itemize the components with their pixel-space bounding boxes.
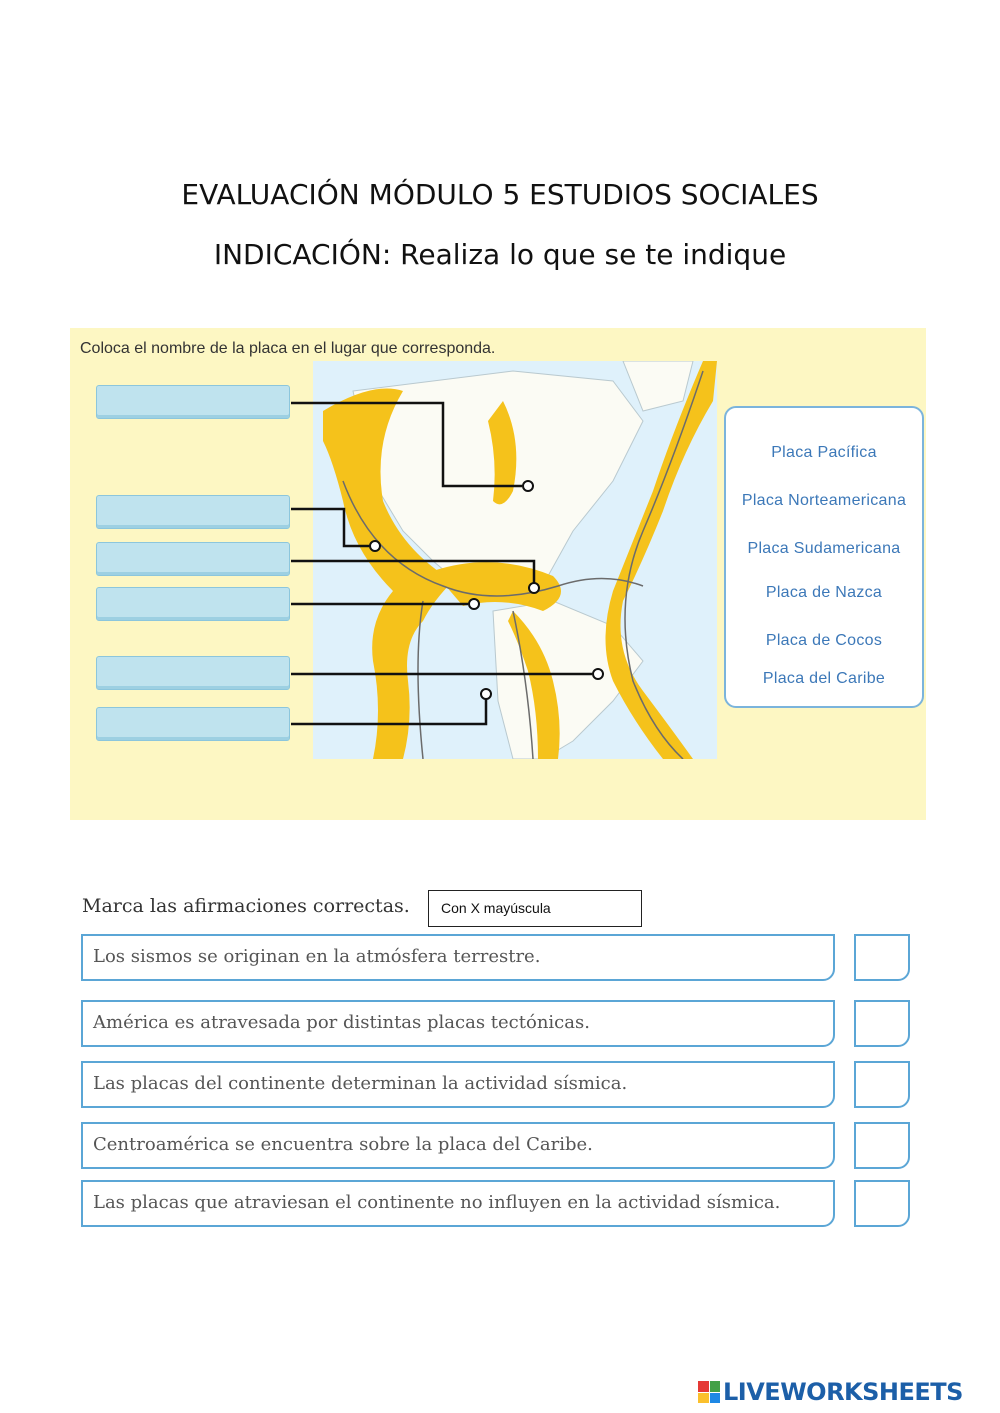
connector-dot [370,541,380,551]
page-instruction: INDICACIÓN: Realiza lo que se te indique [213,238,787,271]
answer-box-3[interactable] [96,542,290,576]
connector-line [291,561,534,588]
connector-dot [469,599,479,609]
answer-checkbox-5[interactable] [854,1180,910,1227]
connector-dot [593,669,603,679]
logo-icon [698,1381,720,1403]
answer-checkbox-3[interactable] [854,1061,910,1108]
answer-box-6[interactable] [96,707,290,741]
liveworksheets-logo [698,1377,963,1407]
activity2-instruction: Marca las afirmaciones correctas. [82,895,410,917]
answer-box-2[interactable] [96,495,290,529]
answer-box-1[interactable] [96,385,290,419]
connector-line [291,695,486,724]
connector-line [291,403,522,486]
statement-text: América es atravesada por distintas placas tectónicas. [93,1012,590,1033]
statement-row [81,1000,835,1047]
word-option[interactable]: Placa de Cocos [765,632,883,649]
statement-text: Los sismos se originan en la atmósfera terrestre. [93,946,541,967]
statement-text: Centroamérica se encuentra sobre la placa del Caribe. [93,1134,593,1155]
page-title: EVALUACIÓN MÓDULO 5 ESTUDIOS SOCIALES [181,178,819,211]
answer-checkbox-1[interactable] [854,934,910,981]
answer-box-5[interactable] [96,656,290,690]
word-option[interactable]: Placa Pacífica [771,444,877,461]
word-option[interactable]: Placa del Caribe [762,670,886,687]
plates-activity [70,328,926,820]
statement-row [81,1061,835,1108]
answer-checkbox-2[interactable] [854,1000,910,1047]
connector-dot [529,583,539,593]
statement-row [81,934,835,981]
activity1-instruction: Coloca el nombre de la placa en el lugar que corresponda. [80,340,496,357]
connector-line [291,509,369,546]
connector-dot [523,481,533,491]
note-text: Con X mayúscula [441,900,551,916]
statement-text: Las placas del continente determinan la actividad sísmica. [93,1073,628,1094]
word-option[interactable]: Placa Norteamericana [741,492,907,509]
brand-name: LIVEWORKSHEETS [723,1378,963,1406]
word-bank [724,406,924,708]
statement-text: Las placas que atraviesan el continente no influyen en la actividad sísmica. [93,1192,781,1213]
statement-row [81,1122,835,1169]
connector-dot [481,689,491,699]
word-option[interactable]: Placa Sudamericana [747,540,901,557]
answer-box-4[interactable] [96,587,290,621]
answer-checkbox-4[interactable] [854,1122,910,1169]
note-box [428,890,642,927]
statement-row [81,1180,835,1227]
word-option[interactable]: Placa de Nazca [765,584,883,601]
